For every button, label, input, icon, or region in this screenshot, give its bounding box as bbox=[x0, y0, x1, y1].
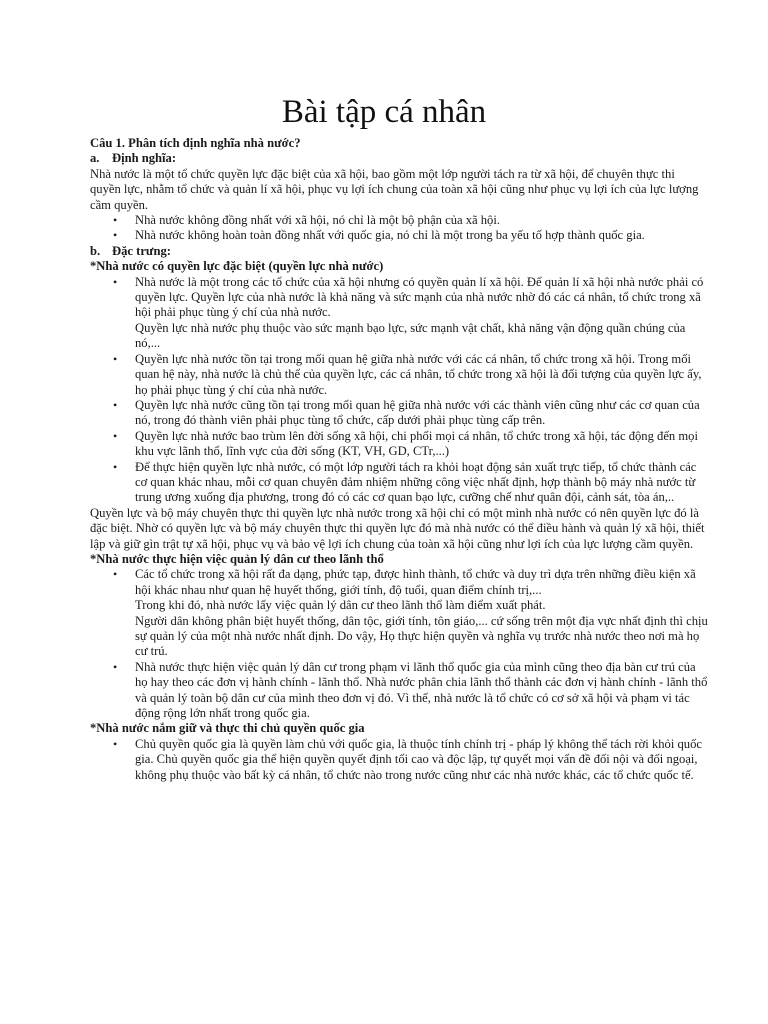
section-b-heading bbox=[90, 244, 708, 259]
list-item-continuation: Người dân không phân biệt huyết thống, dân tộc, giới tính, tôn giáo,... cứ sống trên một địa vực nhất định thì chịu sự quản lý của một nhà nước nhất định. Do vậy, Họ thực hiện quyền và nghĩa vụ trước nhà nước theo nơi mà họ cư trú. bbox=[135, 613, 708, 659]
section-b-marker: b. bbox=[90, 243, 101, 258]
feature-3-heading: *Nhà nước nắm giữ và thực thi chủ quyền quốc gia bbox=[90, 721, 365, 736]
feature-2-heading: *Nhà nước thực hiện việc quản lý dân cư theo lãnh thổ bbox=[90, 551, 384, 566]
document-body bbox=[90, 136, 708, 783]
question-heading: Câu 1. Phân tích định nghĩa nhà nước? bbox=[90, 136, 301, 150]
feature-1-list bbox=[90, 275, 708, 506]
list-item: • Nhà nước không đồng nhất với xã hội, nó chỉ là một bộ phận của xã hội. bbox=[135, 213, 708, 228]
list-item: • Nhà nước thực hiện việc quản lý dân cư trong phạm vi lãnh thổ quốc gia của mình cũng theo địa bàn cư trú của họ hay theo các đơn vị hành chính - lãnh thổ. Nhà nước phân chia lãnh thổ thành các đơn vị hành chính - lãnh thổ và quản lý toàn bộ dân cư của mình theo đơn vị đó. Vì thế, nhà nước là tổ chức có cơ sở xã hội và phạm vi tác động rộng lớn nhất trong quốc gia. bbox=[135, 660, 708, 722]
list-item-continuation: Quyền lực nhà nước phụ thuộc vào sức mạnh bạo lực, sức mạnh vật chất, khả năng vận động quần chúng của nó,... bbox=[135, 320, 686, 351]
feature-2-list bbox=[90, 567, 708, 721]
section-b-title: Đặc trưng: bbox=[112, 243, 171, 258]
list-item: • Để thực hiện quyền lực nhà nước, có một lớp người tách ra khỏi hoạt động sản xuất trực tiếp, tổ chức thành các cơ quan khác nhau, mỗi cơ quan chuyên đảm nhiệm những công việc nhất định, hợp thành bộ máy nhà nước từ trung ương xuống địa phương, trong đó có các cơ quan bạo lực, cưỡng chế như quân đội, cảnh sát, tòa án,.. bbox=[135, 460, 708, 506]
definition-paragraph: Nhà nước là một tổ chức quyền lực đặc biệt của xã hội, bao gồm một lớp người tách ra từ xã hội, để chuyên thực thi quyền lực, nhằm tổ chức và quản lí xã hội, phục vụ lợi ích chung của toàn xã hội cũng như phục vụ lợi ích của lực lượng cầm quyền. bbox=[90, 166, 699, 212]
list-item: • Quyền lực nhà nước tồn tại trong mối quan hệ giữa nhà nước với các cá nhân, tổ chức trong xã hội. Trong mối quan hệ này, nhà nước là chủ thể của quyền lực, các cá nhân, tổ chức trong xã hội là đối tượng của quyền lực ấy, họ phải phục tùng ý chí của nhà nước. bbox=[135, 352, 708, 398]
list-item bbox=[135, 275, 708, 352]
list-item: • Quyền lực nhà nước bao trùm lên đời sống xã hội, chi phối mọi cá nhân, tổ chức trong xã hội, tác động đến mọi khu vực lãnh thổ, lĩnh vực của đời sống (KT, VH, GD, CTr,...) bbox=[135, 429, 708, 460]
definition-list bbox=[90, 213, 708, 244]
list-item-text: Các tổ chức trong xã hội rất đa dạng, phức tạp, được hình thành, tổ chức và duy trì dựa trên những điều kiện xã hội khác nhau như quan hệ huyết thống, giới tính, độ tuổi, quan điểm chính trị,... bbox=[135, 567, 696, 597]
list-item: • Quyền lực nhà nước cũng tồn tại trong mối quan hệ giữa nhà nước với các thành viên cũng như các cơ quan của nó, trong đó thành viên phải phục tùng tổ chức, cấp dưới phải phục tùng cấp trên. bbox=[135, 398, 708, 429]
feature-3-list bbox=[90, 737, 708, 783]
list-item: • Chủ quyền quốc gia là quyền làm chủ với quốc gia, là thuộc tính chính trị - pháp lý không thể tách rời khỏi quốc gia. Chủ quyền quốc gia thể hiện quyền quyết định tối cao và độc lập, tự quyết mọi vấn đề đối nội và đối ngoại, không phụ thuộc vào bất kỳ cá nhân, tổ chức nào trong nước cũng như các nhà nước khác, các tổ chức quốc tế. bbox=[135, 737, 708, 783]
list-item bbox=[135, 567, 708, 659]
feature-1-paragraph: Quyền lực và bộ máy chuyên thực thi quyền lực nhà nước trong xã hội chỉ có một mình nhà nước có nên quyền lực đó là đặc biệt. Nhờ có quyền lực và bộ máy chuyên thực thi quyền lực đó mà nhà nước có thể điều hành và quản lý xã hội, thiết lập và giữ gìn trật tự xã hội, phục vụ và bảo vệ lợi ích chung của toàn xã hội cũng như lợi ích của lực lượng cầm quyền. bbox=[90, 505, 705, 551]
section-a-title: Định nghĩa: bbox=[112, 151, 177, 166]
list-item-text: Nhà nước là một trong các tổ chức của xã hội nhưng có quyền quản lí xã hội. Để quản lí xã hội nhà nước phải có quyền lực. Quyền lực của nhà nước là khả năng và sức mạnh của nhà nước nhờ đó các cá nhân, tổ chức trong xã hội phải phục tùng ý chí của nhà nước. bbox=[135, 274, 704, 320]
section-a-marker: a. bbox=[90, 151, 100, 166]
page-title: Bài tập cá nhân bbox=[281, 94, 487, 130]
feature-1-heading: *Nhà nước có quyền lực đặc biệt (quyền lực nhà nước) bbox=[90, 259, 384, 274]
list-item-continuation: Trong khi đó, nhà nước lấy việc quản lý dân cư theo lãnh thổ làm điểm xuất phát. bbox=[135, 598, 546, 613]
section-a-heading bbox=[90, 151, 708, 166]
list-item: • Nhà nước không hoàn toàn đồng nhất với quốc gia, nó chỉ là một trong ba yếu tố hợp thành quốc gia. bbox=[135, 228, 708, 243]
